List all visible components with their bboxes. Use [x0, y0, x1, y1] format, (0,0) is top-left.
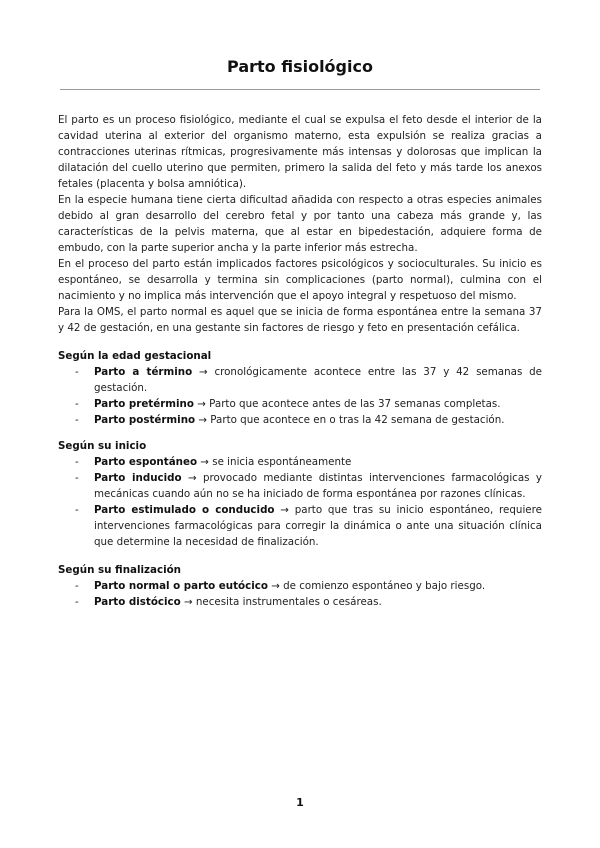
section-inicio: [58, 438, 542, 550]
section-edad-gestacional: [58, 348, 542, 428]
list-item: [75, 594, 542, 610]
term-description: → Parto que acontece antes de las 37 semanas completas.: [193, 398, 501, 410]
paragraph: Para la OMS, el parto normal es aquel que se inicia de forma espontánea entre la semana 37 y 42 de gestación, en una gestante sin factores de riesgo y feto en presentación cefálica.: [58, 306, 542, 334]
page-title: Parto fisiológico: [227, 57, 373, 76]
title-divider: [60, 89, 540, 90]
document-body: [58, 112, 542, 610]
term: Parto a término: [94, 366, 193, 378]
section-heading: Según su finalización: [58, 564, 182, 576]
list-item: [75, 396, 542, 412]
list-dash: -: [75, 596, 79, 608]
list-item: [75, 502, 542, 550]
term-description: → de comienzo espontáneo y bajo riesgo.: [267, 580, 486, 592]
list-dash: -: [75, 366, 79, 378]
term-description: → se inicia espontáneamente: [197, 456, 352, 468]
section-heading: Según la edad gestacional: [58, 350, 212, 362]
term-description: → provocado mediante distintas intervenciones farmacológicas y mecánicas cuando aún no se ha iniciado de forma espontánea por razones clínicas.: [94, 472, 542, 500]
term-list: [58, 578, 542, 610]
list-item: [75, 454, 542, 470]
list-dash: -: [75, 504, 79, 516]
term: Parto estimulado o conducido: [94, 504, 275, 516]
term-list: [58, 364, 542, 428]
term: Parto espontáneo: [94, 456, 198, 468]
list-dash: -: [75, 580, 79, 592]
list-dash: -: [75, 398, 79, 410]
term-description: → cronológicamente acontece entre las 37 y 42 semanas de gestación.: [94, 366, 543, 394]
term-description: → Parto que acontece en o tras la 42 semana de gestación.: [195, 414, 505, 426]
term-list: [58, 454, 542, 550]
list-dash: -: [75, 414, 79, 426]
list-dash: -: [75, 472, 79, 484]
section-heading: Según su inicio: [58, 440, 147, 452]
term-description: → parto que tras su inicio espontáneo, requiere intervenciones farmacológicas para corregir la dinámica o ante una situación clínica que determine la necesidad de finalización.: [94, 504, 542, 548]
term: Parto pretérmino: [94, 398, 194, 410]
section-finalizacion: [58, 562, 542, 610]
term: Parto inducido: [94, 472, 182, 484]
term: Parto normal o parto eutócico: [94, 580, 268, 592]
paragraph: El parto es un proceso fisiológico, mediante el cual se expulsa el feto desde el interior de la cavidad uterina al exterior del organismo materno, esta expulsión se realiza gracias a contracciones uterinas rítmicas, progresivamente más intensas y dolorosas que implican la dilatación del cuello uterino que permiten, primero la salida del feto y más tarde los anexos fetales (placenta y bolsa amniótica).: [58, 114, 542, 190]
page-number: 1: [296, 796, 304, 809]
term: Parto distócico: [94, 596, 181, 608]
list-dash: -: [75, 456, 79, 468]
list-item: [75, 578, 542, 594]
paragraph: En el proceso del parto están implicados factores psicológicos y socioculturales. Su inicio es espontáneo, se desarrolla y termina sin complicaciones (parto normal), culmina con el nacimiento y no implica más intervención que el apoyo integral y respetuoso del mismo.: [58, 258, 542, 302]
list-item: [75, 412, 542, 428]
list-item: [75, 364, 543, 396]
paragraph: En la especie humana tiene cierta dificultad añadida con respecto a otras especies animales debido al gran desarrollo del cerebro fetal y por tanto una cabeza más grande y, las características de la pelvis materna, que al estar en bipedestación, adquiere forma de embudo, con la parte superior ancha y la parte inferior más estrecha.: [58, 194, 542, 254]
term-description: → necesita instrumentales o cesáreas.: [180, 596, 382, 608]
list-item: [75, 470, 542, 502]
term: Parto postérmino: [94, 414, 196, 426]
